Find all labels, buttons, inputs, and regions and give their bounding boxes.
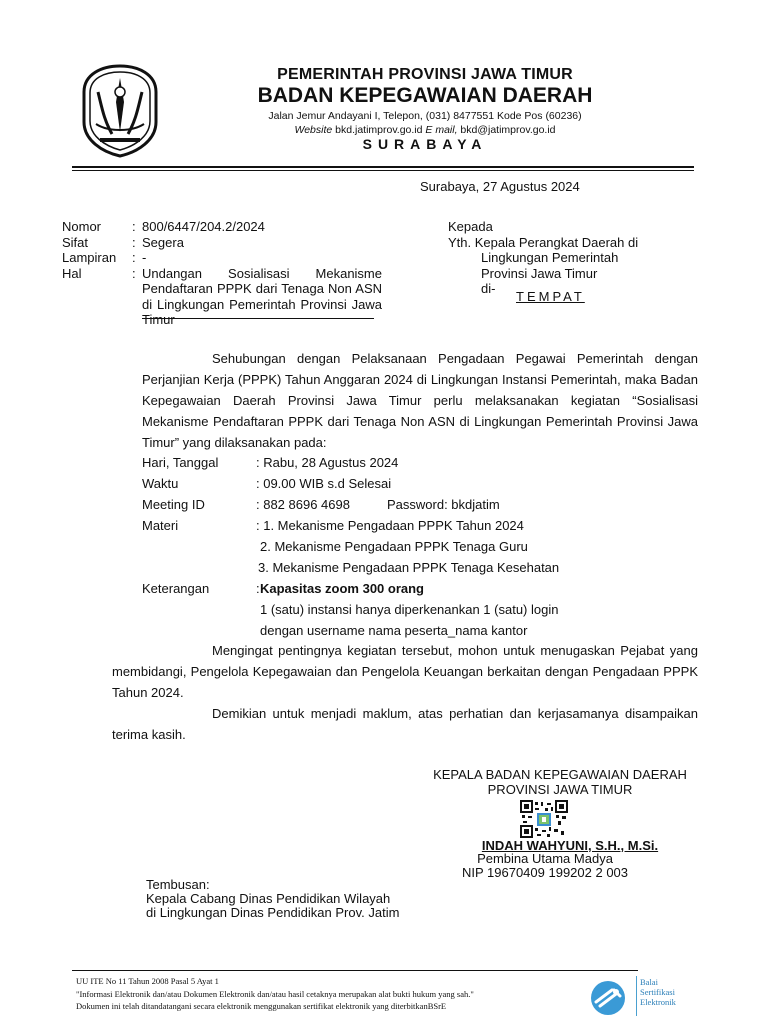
info-value: dengan username nama peserta_nama kantor	[260, 623, 528, 638]
kop-divider-thin	[72, 170, 694, 171]
footer-divider	[72, 970, 638, 971]
bsre-logo-icon	[584, 978, 632, 1018]
info-value: : 882 8696 4698	[256, 497, 350, 512]
info-label: Waktu	[142, 476, 179, 491]
kop-address: Jalan Jemur Andayani I, Telepon, (031) 8477551 Kode Pos (60236)	[268, 110, 582, 122]
website-label: Website	[294, 124, 333, 136]
recipient-block	[448, 219, 678, 297]
bsre-text-line: Elektronik	[640, 997, 676, 1007]
sifat-label: Sifat	[62, 234, 89, 250]
jawa-timur-emblem-icon	[78, 62, 162, 158]
website-value: bkd.jatimprov.go.id	[332, 124, 426, 136]
info-label: Hari, Tanggal	[142, 455, 219, 470]
bsre-divider	[636, 976, 637, 1016]
bsre-text-line: Balai	[640, 977, 658, 987]
kop-line-1: PEMERINTAH PROVINSI JAWA TIMUR	[277, 66, 573, 83]
bsre-text-line: Sertifikasi	[640, 987, 675, 997]
info-value: 2. Mekanisme Pengadaan PPPK Tenaga Guru	[260, 539, 528, 554]
recipient-line-1: Kepala Perangkat Daerah di	[474, 234, 639, 250]
tembusan-line-2: di Lingkungan Dinas Pendidikan Prov. Jatim	[146, 905, 400, 920]
signatory-rank: Pembina Utama Madya	[477, 851, 613, 866]
signature-title-1: KEPALA BADAN KEPEGAWAIAN DAERAH	[433, 767, 687, 782]
bsre-text	[640, 977, 676, 1007]
signatory-nip: NIP 19670409 199202 2 003	[461, 865, 629, 880]
email-label: E mail,	[425, 124, 458, 136]
tembusan-line-1: Kepala Cabang Dinas Pendidikan Wilayah	[146, 891, 391, 906]
info-value: :	[256, 581, 260, 596]
info-label: Meeting ID	[142, 497, 205, 512]
signature-title-2: PROVINSI JAWA TIMUR	[487, 782, 633, 797]
body-paragraph-1: Sehubungan dengan Pelaksanaan Pengadaan Pegawai Pemerintah dengan Perjanjian Kerja (PPPK) Tahun Anggaran 2024 di Lingkungan Instansi Pemerintah, maka Badan Kepegawaian Daerah Provinsi Jawa Timur perlu melaksanakan kegiatan “Sosialisasi Mekanisme Pendaftaran PPPK dari Tenaga Non ASN di Lingkungan Pemerintah Provinsi Jawa Timur” yang dilaksanakan pada:	[142, 351, 698, 450]
nomor-value: 800/6447/204.2/2024	[142, 219, 265, 234]
footer-notice: "Informasi Elektronik dan/atau Dokumen Elektronik dan/atau hasil cetaknya merupakan alat bukti hukum yang sah."	[76, 989, 474, 999]
hal-value: Undangan Sosialisasi Mekanisme Pendaftaran PPPK dari Tenaga Non ASN di Lingkungan Pemerintah Provinsi Jawa Timur	[142, 265, 382, 327]
email-value: bkd@jatimprov.go.id	[457, 124, 556, 136]
letter-date: Surabaya, 27 Agustus 2024	[420, 179, 580, 194]
kepada-title: Kepada	[448, 219, 493, 234]
body-paragraph-2: Mengingat pentingnya kegiatan tersebut, mohon untuk menugaskan Pejabat yang membidangi, Pengelola Kepegawaian dan Pengelola Keuangan berkaitan dengan Pengadaan PPPK Tahun 2024.	[112, 643, 698, 700]
qr-code-icon	[520, 800, 568, 838]
kop-divider	[72, 166, 694, 168]
kop-line-2: BADAN KEPEGAWAIAN DAERAH	[257, 84, 593, 107]
footer-esign: Dokumen ini telah ditandatangani secara elektronik menggunakan sertifikat elektronik yang diterbitkanBSrE	[76, 1001, 447, 1011]
recipient-line-4: di-	[481, 281, 496, 296]
body-paragraph-3: Demikian untuk menjadi maklum, atas perhatian dan kerjasamanya disampaikan terima kasih.	[112, 706, 698, 742]
signatory-name: INDAH WAHYUNI, S.H., M.Si.	[481, 838, 659, 853]
kop-contact	[200, 124, 650, 136]
hal-label: Hal	[62, 265, 82, 281]
tembusan-block	[146, 878, 399, 920]
lampiran-value: -	[142, 250, 147, 265]
recipient-line-3: Provinsi Jawa Timur	[481, 265, 598, 281]
info-value: 1 (satu) instansi hanya diperkenankan 1 (satu) login	[260, 602, 559, 617]
password-value: Password: bkdjatim	[387, 497, 500, 512]
nomor-label: Nomor	[62, 219, 102, 234]
hal-underline	[142, 318, 374, 319]
lampiran-label: Lampiran	[62, 250, 117, 265]
info-value: 3. Mekanisme Pengadaan PPPK Tenaga Kesehatan	[258, 560, 560, 575]
kop-city: SURABAYA	[362, 136, 488, 152]
letter-meta: Nomor : 800/6447/204.2/2024 Sifat : Segera Lampiran : - Hal : Undangan Sosialisasi Mekanisme Pendaftaran PPPK dari Tenaga Non ASN di Lingkungan Pemerintah Provinsi Jawa Timur	[62, 219, 382, 327]
yth: Yth.	[448, 234, 472, 250]
info-value: : Rabu, 28 Agustus 2024	[256, 455, 399, 470]
keterangan-bold: Kapasitas zoom 300 orang	[260, 581, 424, 596]
sifat-value: Segera	[142, 234, 184, 250]
tembusan-title: Tembusan:	[146, 877, 210, 892]
footer-law: UU ITE No 11 Tahun 2008 Pasal 5 Ayat 1	[76, 976, 219, 986]
info-value: : 1. Mekanisme Pengadaan PPPK Tahun 2024	[256, 518, 524, 533]
recipient-place: TEMPAT	[516, 289, 585, 304]
info-label: Materi	[142, 518, 179, 533]
recipient-line-2: Lingkungan Pemerintah	[481, 250, 619, 265]
info-value: : 09.00 WIB s.d Selesai	[256, 476, 392, 491]
info-label: Keterangan	[142, 581, 210, 596]
